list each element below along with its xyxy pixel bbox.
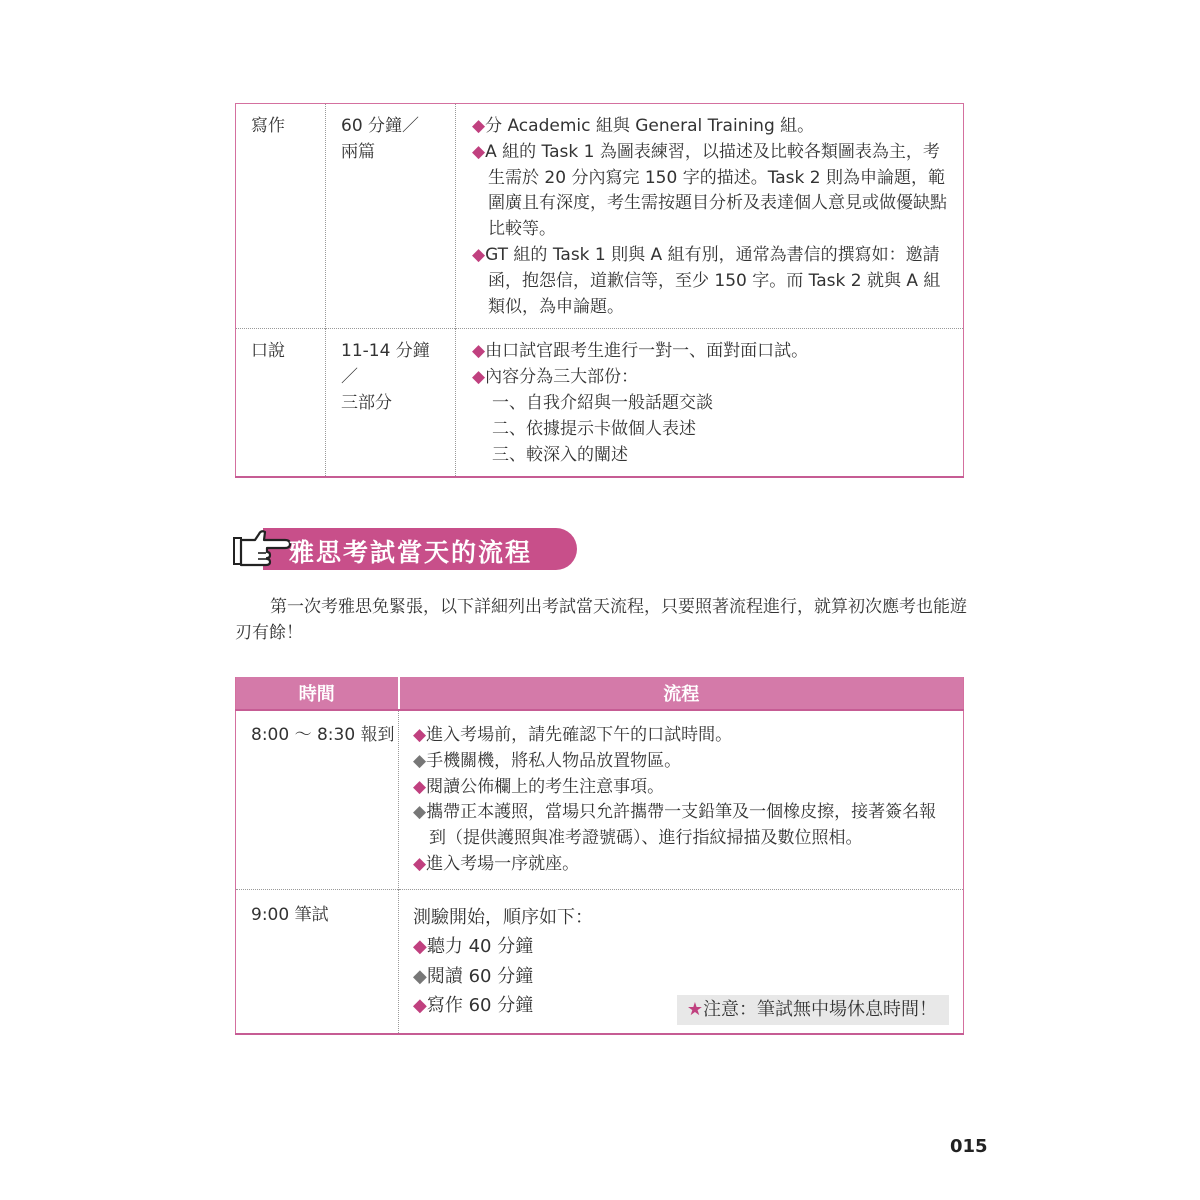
bullet-item: ◆閱讀 60 分鐘	[413, 965, 534, 987]
bullet-item: ◆由口試官跟考生進行一對一、面對面口試。	[472, 341, 809, 362]
bullet-item: ◆進入考場前，請先確認下午的口試時間。	[413, 725, 733, 745]
diamond-bullet-icon: ◆	[413, 936, 427, 958]
duration-cell	[326, 104, 456, 329]
bullet-item: ◆攜帶正本護照，當場只允許攜帶一支鉛筆及一個橡皮擦，接著簽名報到（提供護照與准考證號碼）、進行指紋掃描及數位照相。	[413, 802, 937, 849]
time-cell: 8:00 ～ 8:30 報到	[236, 710, 399, 889]
diamond-bullet-icon: ◆	[472, 367, 486, 388]
section-cell	[236, 329, 326, 477]
diamond-bullet-icon: ◆	[413, 995, 427, 1017]
bullet-item: ◆進入考場一序就座。	[413, 853, 580, 874]
bullet-item: ◆寫作 60 分鐘	[413, 995, 534, 1017]
diamond-bullet-icon: ◆	[472, 244, 486, 265]
bullet-item: ◆手機關機，將私人物品放置物區。	[413, 750, 682, 771]
description-cell	[456, 104, 964, 329]
bullet-item: ◆A 組的 Task 1 為圖表練習，以描述及比較各類圖表為主，考生需於 20 分內寫完 150 字的描述。Task 2 則為申論題，範圍廣且有深度，考生需按題目分析及表達個人意見或做優缺點比較等。	[472, 141, 947, 240]
sub-item: 二、依據提示卡做個人表述	[492, 418, 696, 439]
section-cell	[236, 104, 326, 329]
intro-paragraph: 第一次考雅思免緊張，以下詳細列出考試當天流程，只要照著流程進行，就算初次應考也能遊刃有餘！	[235, 597, 967, 643]
process-intro: 測驗開始，順序如下：	[413, 906, 593, 928]
bullet-item: ◆閱讀公佈欄上的考生注意事項。	[413, 776, 665, 797]
time-cell: 9:00 筆試	[236, 889, 399, 1034]
duration-line: 三部分	[341, 392, 392, 413]
diamond-bullet-icon: ◆	[413, 965, 427, 987]
diamond-bullet-icon: ◆	[413, 750, 427, 771]
duration-line: 60 分鐘／	[341, 116, 420, 136]
table-row	[236, 329, 964, 477]
diamond-bullet-icon: ◆	[472, 116, 486, 136]
bullet-item: ◆GT 組的 Task 1 則與 A 組有別，通常為書信的撰寫如：邀請函，抱怨信，道歉信等，至少 150 字。而 Task 2 就與 A 組類似，為申論題。	[472, 244, 941, 317]
note-text: 注意：筆試無中場休息時間！	[703, 998, 937, 1020]
note-box	[677, 995, 949, 1025]
bullet-item: ◆聽力 40 分鐘	[413, 936, 534, 958]
process-cell	[399, 710, 964, 889]
column-header-time: 時間	[236, 677, 399, 710]
duration-line: ／	[341, 367, 358, 388]
description-cell	[456, 329, 964, 477]
diamond-bullet-icon: ◆	[413, 725, 427, 745]
table-row	[236, 889, 964, 1034]
bullet-item: ◆分 Academic 組與 General Training 組。	[472, 116, 815, 136]
pointing-hand-icon	[233, 524, 293, 572]
exam-day-flow-table	[235, 677, 964, 1035]
duration-line: 兩篇	[341, 141, 375, 162]
table-header-row	[236, 677, 964, 710]
diamond-bullet-icon: ◆	[472, 141, 486, 162]
sub-item: 三、較深入的闡述	[492, 444, 628, 465]
heading-title: 雅思考試當天的流程	[289, 538, 533, 567]
exam-sections-table	[235, 103, 964, 478]
column-header-process: 流程	[399, 677, 964, 710]
sub-item: 一、自我介紹與一般話題交談	[492, 392, 713, 413]
duration-cell	[326, 329, 456, 477]
page-number: 015	[950, 1136, 988, 1157]
section-label: 口說	[251, 341, 285, 362]
diamond-bullet-icon: ◆	[472, 341, 486, 362]
duration-line: 11-14 分鐘	[341, 341, 430, 362]
section-label: 寫作	[251, 116, 285, 136]
table-row	[236, 104, 964, 329]
process-cell	[399, 889, 964, 1034]
star-icon: ★	[686, 998, 703, 1020]
diamond-bullet-icon: ◆	[413, 776, 427, 797]
table-row	[236, 710, 964, 889]
bullet-item: ◆內容分為三大部份：	[472, 367, 639, 388]
diamond-bullet-icon: ◆	[413, 853, 427, 874]
diamond-bullet-icon: ◆	[413, 802, 427, 823]
